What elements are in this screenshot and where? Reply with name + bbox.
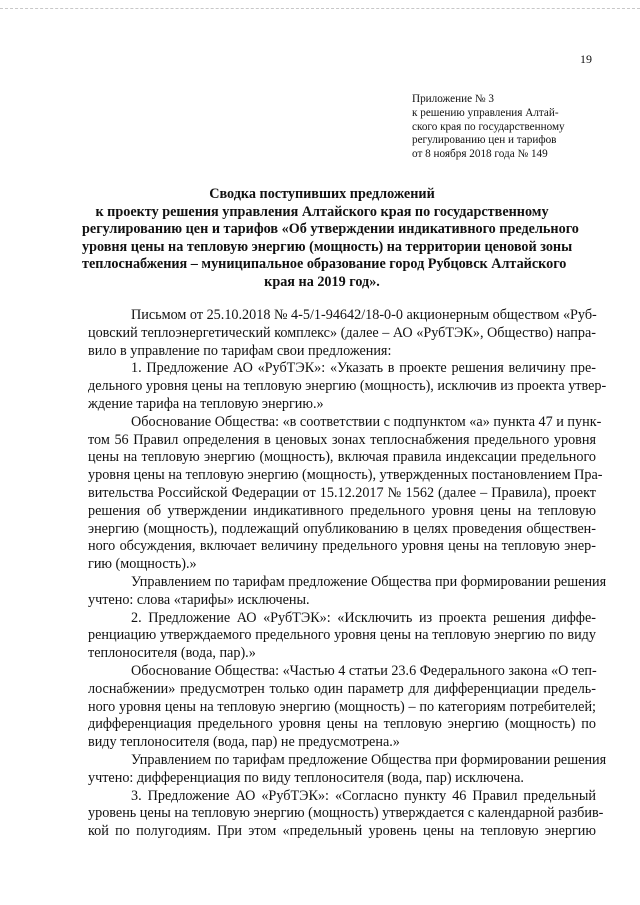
- body-line: виду теплоносителя (вода, пар) не предусмотрена.»: [88, 734, 400, 751]
- body-line: Письмом от 25.10.2018 № 4-5/1-94642/18-0-0 акционерным обществом «Руб-: [131, 307, 597, 323]
- page-number: 19: [580, 52, 592, 66]
- body-line: вило в управление по тарифам свои предложения:: [88, 342, 392, 359]
- body-text: [88, 307, 607, 841]
- body-line: Обоснование Общества: «в соответствии с подпунктом «а» пункта 47 и пунк-: [131, 413, 602, 430]
- appendix-line: ского края по государственному: [412, 120, 565, 133]
- appendix-block: [412, 93, 632, 162]
- title-line: теплоснабжения – муниципальное образование город Рубцовск Алтайского: [82, 256, 567, 272]
- body-line: ждение тарифа на тепловую энергию.»: [88, 395, 324, 412]
- body-line: кой по полугодиям. При этом «предельный уровень цены на тепловую энергию: [88, 823, 596, 840]
- document-title: [82, 186, 579, 291]
- body-line: теплоносителя (вода, пар).»: [88, 645, 256, 662]
- title-line: Сводка поступивших предложений: [209, 186, 435, 202]
- body-line: Обоснование Общества: «Частью 4 статьи 23.6 Федерального закона «О теп-: [131, 662, 597, 679]
- appendix-line: регулированию цен и тарифов: [412, 134, 557, 147]
- body-line: ного обсуждения, включает величину предельного уровня цены на тепловую энер-: [88, 538, 596, 555]
- body-line: том 56 Правил определения в ценовых зонах теплоснабжения предельного уровня: [88, 431, 596, 448]
- body-line: цены на тепловую энергию (мощность), включая правила индексации предельного: [88, 449, 596, 466]
- body-line: Управлением по тарифам предложение Общества при формировании решения: [131, 751, 607, 768]
- appendix-line: от 8 ноября 2018 года № 149: [412, 148, 548, 161]
- scan-top-border: [0, 8, 640, 9]
- body-line: учтено: дифференциация по виду теплоносителя (вода, пар) исключена.: [88, 769, 524, 786]
- body-line: гию (мощность).»: [88, 556, 197, 573]
- body-line: учтено: слова «тарифы» исключены.: [88, 591, 310, 608]
- body-line: вительства Российской Федерации от 15.12.2017 № 1562 (далее – Правила), проект: [88, 484, 596, 501]
- body-line: ного уровня цены на тепловую энергию (мощность) – по категориям потребителей;: [88, 698, 596, 715]
- body-line: уровня цены на тепловую энергию (мощность), утвержденных постановлением Пра-: [88, 467, 603, 484]
- body-line: уровень цены на тепловую энергию (мощность) утверждается с календарной разбив-: [88, 805, 604, 822]
- body-line: дифференциация предельного уровня цены на тепловую энергию (мощность) по: [88, 716, 596, 733]
- appendix-line: к решению управления Алтай-: [412, 106, 559, 119]
- appendix-line: Приложение № 3: [412, 93, 494, 105]
- title-line: регулированию цен и тарифов «Об утверждении индикативного предельного: [82, 221, 579, 237]
- body-line: 3. Предложение АО «РубТЭК»: «Согласно пункту 46 Правил предельный: [131, 787, 596, 804]
- title-line: уровня цены на тепловую энергию (мощность) на территории ценовой зоны: [82, 238, 573, 255]
- body-line: энергию (мощность), подлежащий опубликованию в целях проведения обществен-: [88, 520, 596, 537]
- body-line: дельного уровня цены на тепловую энергию (мощность), исключив из проекта утвер-: [88, 378, 607, 395]
- body-line: ренциацию утверждаемого предельного уровня цены на тепловую энергию по виду: [88, 627, 596, 644]
- body-line: цовский теплоэнергетический комплекс» (далее – АО «РубТЭК», Общество) напра-: [88, 324, 596, 341]
- body-line: 1. Предложение АО «РубТЭК»: «Указать в проекте решения величину пре-: [131, 360, 596, 377]
- title-line: к проекту решения управления Алтайского края по государственному: [95, 203, 549, 220]
- body-line: 2. Предложение АО «РубТЭК»: «Исключить из проекта решения диффе-: [131, 609, 596, 626]
- body-line: Управлением по тарифам предложение Общества при формировании решения: [131, 573, 607, 590]
- body-line: лоснабжении» предусмотрен только один параметр для дифференциации предель-: [88, 680, 596, 697]
- body-line: решения об утверждении индикативного предельного уровня цены на тепловую: [88, 502, 596, 519]
- title-line: края на 2019 год».: [264, 273, 380, 290]
